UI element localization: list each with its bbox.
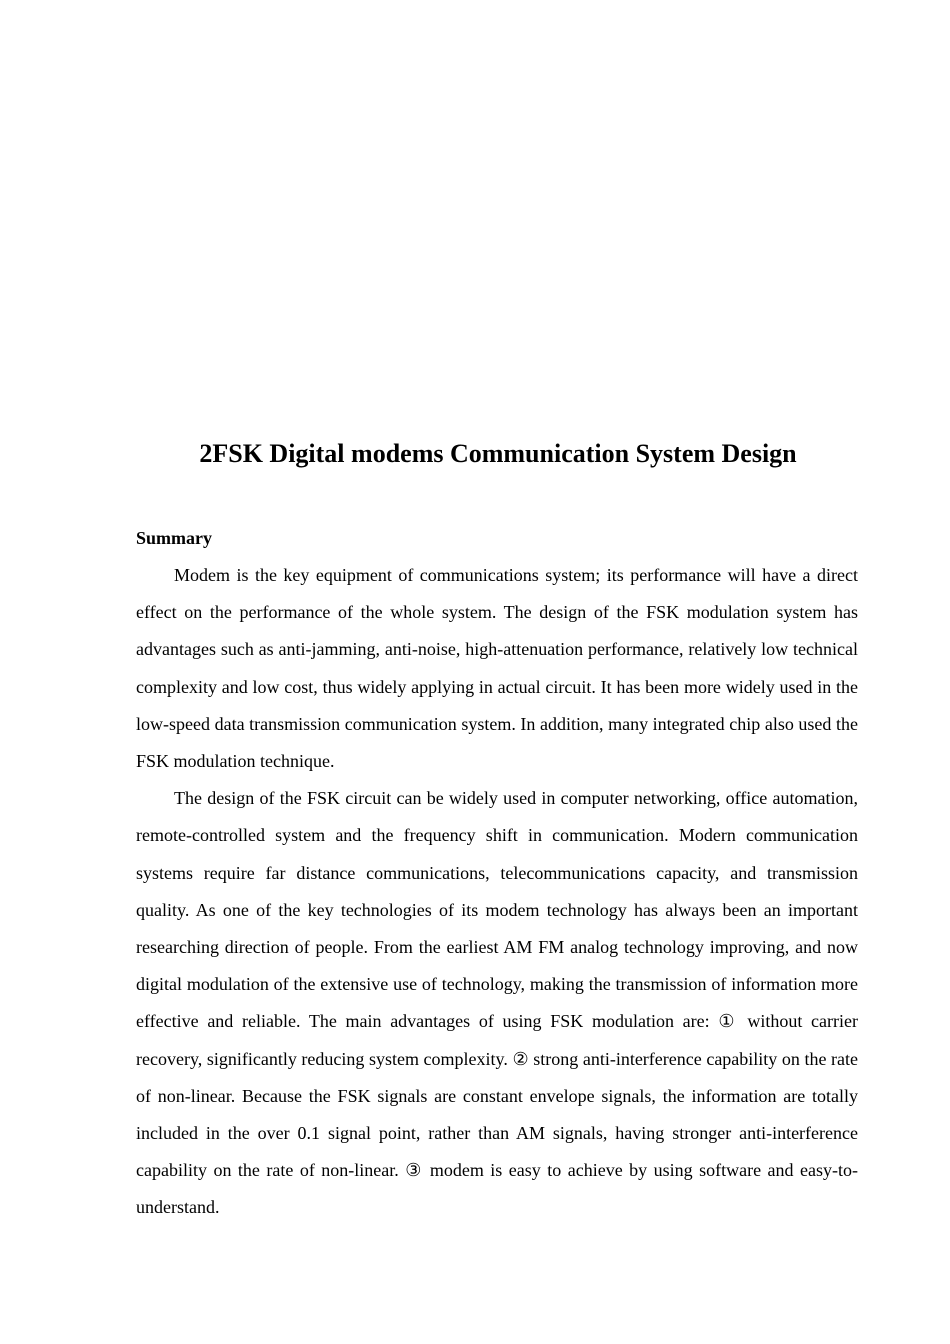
section-heading-summary: Summary bbox=[136, 528, 212, 548]
document-title: 2FSK Digital modems Communication System Design bbox=[199, 439, 797, 468]
paragraph: The design of the FSK circuit can be widely used in computer networking, office automation, remote-controlled system and the frequency shift in communication. Modern communication systems require far distance communications, telecommunications capacity, and transmission quality. As one of the key technologies of its modem technology has always been an important researching direction of people. From the earliest AM FM analog technology improving, and now digital modulation of the extensive use of technology, making the transmission of information more effective and reliable. The main advantages of using FSK modulation are: ① without carrier recovery, significantly reducing system complexity. ② strong anti-interference capability on the rate of non-linear. Because the FSK signals are constant envelope signals, the information are totally included in the over 0.1 signal point, rather than AM signals, having stronger anti-interference capability on the rate of non-linear. ③ modem is easy to achieve by using software and easy-to-understand. bbox=[136, 788, 858, 1218]
paragraph: Modem is the key equipment of communications system; its performance will have a direct effect on the performance of the whole system. The design of the FSK modulation system has advantages such as anti-jamming, anti-noise, high-attenuation performance, relatively low technical complexity and low cost, thus widely applying in actual circuit. It has been more widely used in the low-speed data transmission communication system. In addition, many integrated chip also used the FSK modulation technique. bbox=[136, 565, 858, 772]
document-body bbox=[136, 520, 858, 1227]
